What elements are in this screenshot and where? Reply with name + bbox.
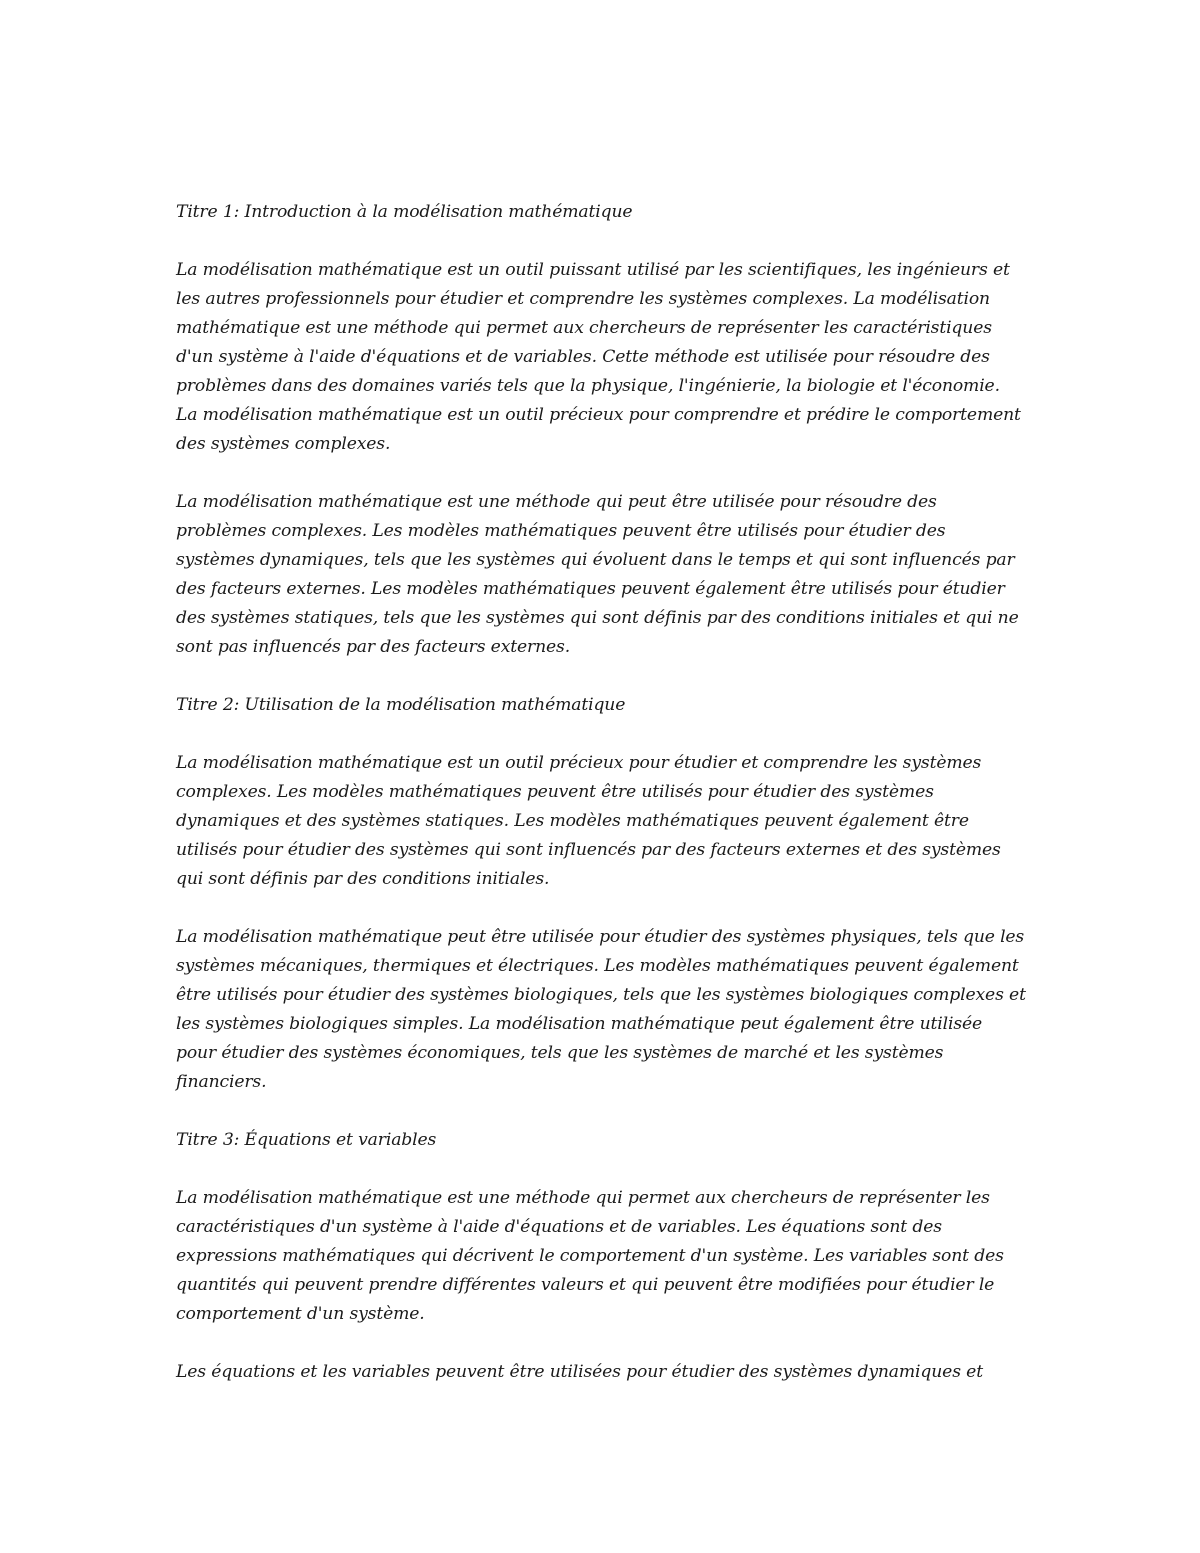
paragraph: Les équations et les variables peuvent être utilisées pour étudier des systèmes dynamiques et [176, 1362, 983, 1382]
paragraph: La modélisation mathématique est un outil puissant utilisé par les scientifiques, les ingénieurs et les autres professionnels pour étudier et comprendre les systèmes complexes. La modélisation mathématique est une méthode qui permet aux chercheurs de représenter les caractéristiques d'un système à l'aide d'équations et de variables. Cette méthode est utilisée pour résoudre des problèmes dans des domaines variés tels que la physique, l'ingénierie, la biologie et l'économie. La modélisation mathématique est un outil précieux pour comprendre et prédire le comportement des systèmes complexes. [176, 260, 1021, 454]
section-title-2: Titre 2: Utilisation de la modélisation mathématique [176, 695, 626, 715]
paragraph: La modélisation mathématique est une méthode qui peut être utilisée pour résoudre des problèmes complexes. Les modèles mathématiques peuvent être utilisés pour étudier des systèmes dynamiques, tels que les systèmes qui évoluent dans le temps et qui sont influencés par des facteurs externes. Les modèles mathématiques peuvent également être utilisés pour étudier des systèmes statiques, tels que les systèmes qui sont définis par des conditions initiales et qui ne sont pas influencés par des facteurs externes. [176, 492, 1019, 657]
paragraph: La modélisation mathématique est un outil précieux pour étudier et comprendre les systèmes complexes. Les modèles mathématiques peuvent être utilisés pour étudier des systèmes dynamiques et des systèmes statiques. Les modèles mathématiques peuvent également être utilisés pour étudier des systèmes qui sont influencés par des facteurs externes et des systèmes qui sont définis par des conditions initiales. [176, 753, 1001, 889]
paragraph: La modélisation mathématique est une méthode qui permet aux chercheurs de représenter les caractéristiques d'un système à l'aide d'équations et de variables. Les équations sont des expressions mathématiques qui décrivent le comportement d'un système. Les variables sont des quantités qui peuvent prendre différentes valeurs et qui peuvent être modifiées pour étudier le comportement d'un système. [176, 1188, 1004, 1324]
paragraph: La modélisation mathématique peut être utilisée pour étudier des systèmes physiques, tels que les systèmes mécaniques, thermiques et électriques. Les modèles mathématiques peuvent également être utilisés pour étudier des systèmes biologiques, tels que les systèmes biologiques complexes et les systèmes biologiques simples. La modélisation mathématique peut également être utilisée pour étudier des systèmes économiques, tels que les systèmes de marché et les systèmes financiers. [176, 927, 1026, 1092]
section-title-3: Titre 3: Équations et variables [176, 1130, 437, 1150]
section-title-1: Titre 1: Introduction à la modélisation mathématique [176, 202, 633, 222]
document-body [176, 198, 1026, 1416]
